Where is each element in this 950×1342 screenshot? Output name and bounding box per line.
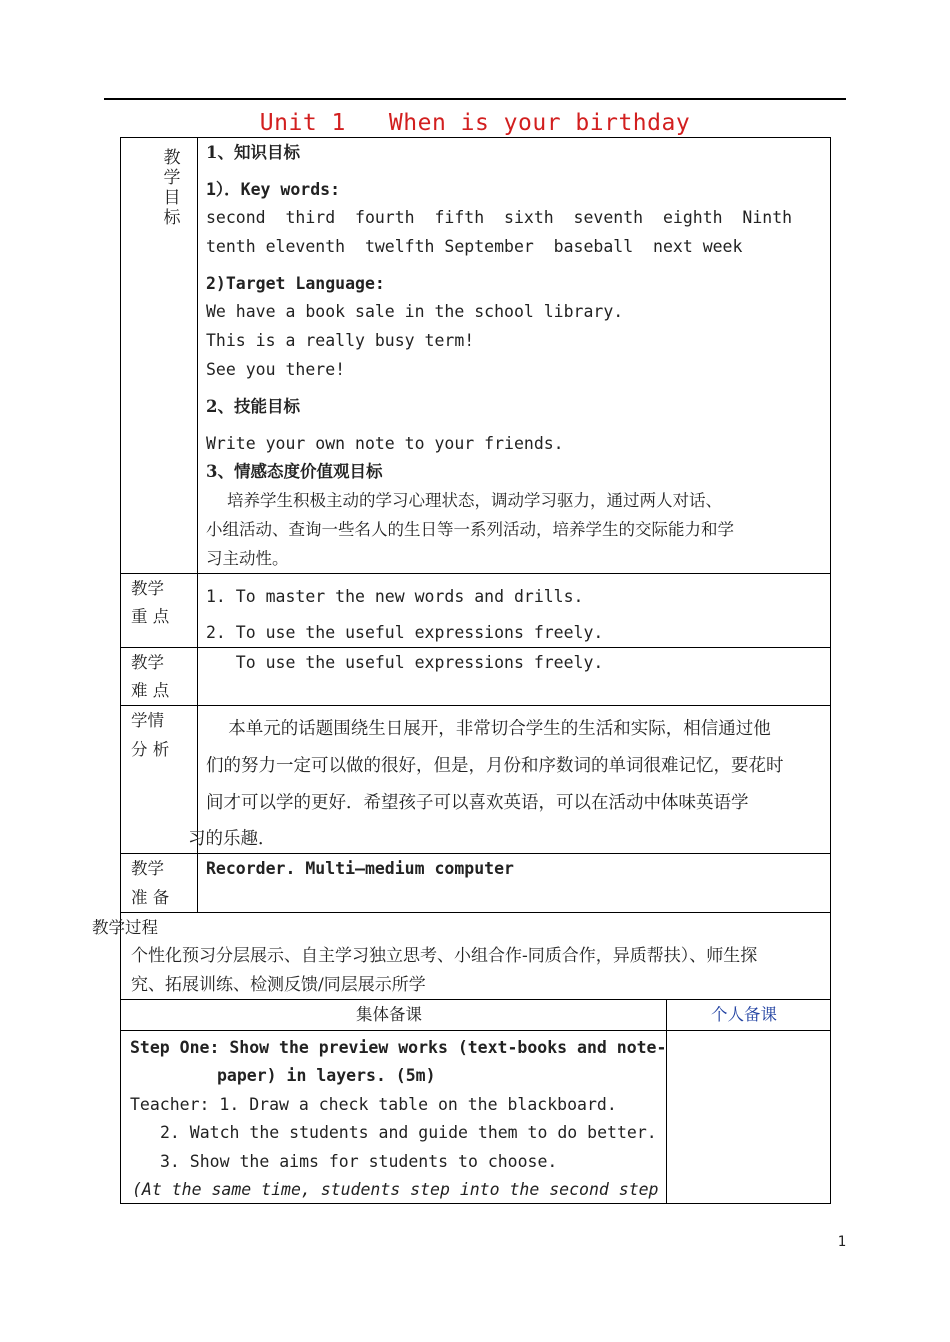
attitude-heading: 3、情感态度价值观目标 bbox=[206, 462, 383, 481]
analysis-line: 间才可以学的更好．希望孩子可以喜欢英语，可以在活动中体味英语学 bbox=[206, 793, 749, 813]
row-divider bbox=[120, 853, 831, 854]
row-divider bbox=[120, 647, 831, 648]
step-line: Teacher: 1. Draw a check table on the blackboard. bbox=[130, 1095, 617, 1114]
target-sentence: We have a book sale in the school library. bbox=[206, 302, 624, 321]
preparation-label: 教学 bbox=[131, 859, 164, 878]
key-points-label: 教学 bbox=[131, 579, 164, 598]
process-label: 教学过程 bbox=[92, 918, 158, 937]
key-words-line: tenth eleventh twelfth September baseball next week bbox=[206, 237, 743, 256]
page-number: 1 bbox=[837, 1234, 846, 1250]
difficulties-text: To use the useful expressions freely. bbox=[206, 653, 604, 672]
collective-prep-header: 集体备课 bbox=[356, 1005, 422, 1024]
row-divider bbox=[120, 912, 831, 913]
row-divider bbox=[120, 1030, 831, 1031]
analysis-line: 们的努力一定可以做的很好，但是，月份和序数词的单词很难记忆，要花时 bbox=[206, 756, 784, 776]
attitude-line: 小组活动、查询一些名人的生日等一系列活动，培养学生的交际能力和学 bbox=[206, 520, 734, 539]
label-column-divider bbox=[197, 137, 198, 912]
difficulties-label: 教学 bbox=[131, 653, 164, 672]
knowledge-heading: 1、知识目标 bbox=[206, 143, 300, 162]
analysis-line: 习的乐趣． bbox=[188, 829, 276, 849]
target-sentence: This is a really busy term! bbox=[206, 331, 475, 350]
difficulties-label: 难 点 bbox=[131, 681, 170, 700]
step-line: (At the same time, students step into the second step bbox=[132, 1180, 659, 1199]
analysis-line: 本单元的话题围绕生日展开，非常切合学生的生活和实际，相信通过他 bbox=[206, 719, 771, 739]
analysis-label: 学情 bbox=[131, 711, 164, 730]
row-divider bbox=[120, 999, 831, 1000]
page-title: Unit 1 When is your birthday bbox=[259, 110, 691, 136]
key-point-item: 1. To master the new words and drills. bbox=[206, 587, 584, 606]
step-line: 3. Show the aims for students to choose. bbox=[160, 1152, 558, 1171]
skills-text: Write your own note to your friends. bbox=[206, 434, 564, 453]
key-words-heading: 1）．Key words: bbox=[206, 180, 341, 199]
key-point-item: 2. To use the useful expressions freely. bbox=[206, 623, 604, 642]
row-divider bbox=[120, 705, 831, 706]
table-border-right bbox=[830, 137, 831, 1204]
target-language-heading: 2)Target Language: bbox=[206, 274, 385, 293]
key-words-line: second third fourth fifth sixth seventh eighth Ninth bbox=[206, 208, 793, 227]
table-border-top bbox=[120, 137, 831, 138]
step-line: Step One: Show the preview works (text-books and note- bbox=[130, 1038, 667, 1057]
target-sentence: See you there! bbox=[206, 360, 346, 379]
skills-heading: 2、技能目标 bbox=[206, 397, 300, 416]
process-line: 个性化预习分层展示、自主学习独立思考、小组合作-同质合作，异质帮扶）、师生探 bbox=[131, 946, 758, 966]
header-rule bbox=[104, 98, 846, 100]
attitude-line: 培养学生积极主动的学习心理状态，调动学习驱力，通过两人对话、 bbox=[206, 491, 722, 510]
step-line: paper) in layers. (5m) bbox=[217, 1066, 436, 1085]
preparation-text: Recorder. Multi—medium computer bbox=[206, 859, 514, 878]
table-border-bottom bbox=[120, 1203, 831, 1204]
personal-column-divider bbox=[666, 999, 667, 1203]
personal-prep-header: 个人备课 bbox=[711, 1005, 777, 1024]
analysis-label: 分 析 bbox=[131, 740, 170, 759]
key-points-label: 重 点 bbox=[131, 607, 170, 626]
row-divider bbox=[120, 573, 831, 574]
process-line: 究、拓展训练、检测反馈/同层展示所学 bbox=[131, 975, 426, 995]
step-line: 2. Watch the students and guide them to do better. bbox=[160, 1123, 657, 1142]
preparation-label: 准 备 bbox=[131, 888, 170, 907]
objectives-label: 教 学 目 标 bbox=[163, 148, 181, 228]
attitude-line: 习主动性。 bbox=[206, 549, 289, 568]
table-border-left bbox=[120, 137, 121, 1204]
